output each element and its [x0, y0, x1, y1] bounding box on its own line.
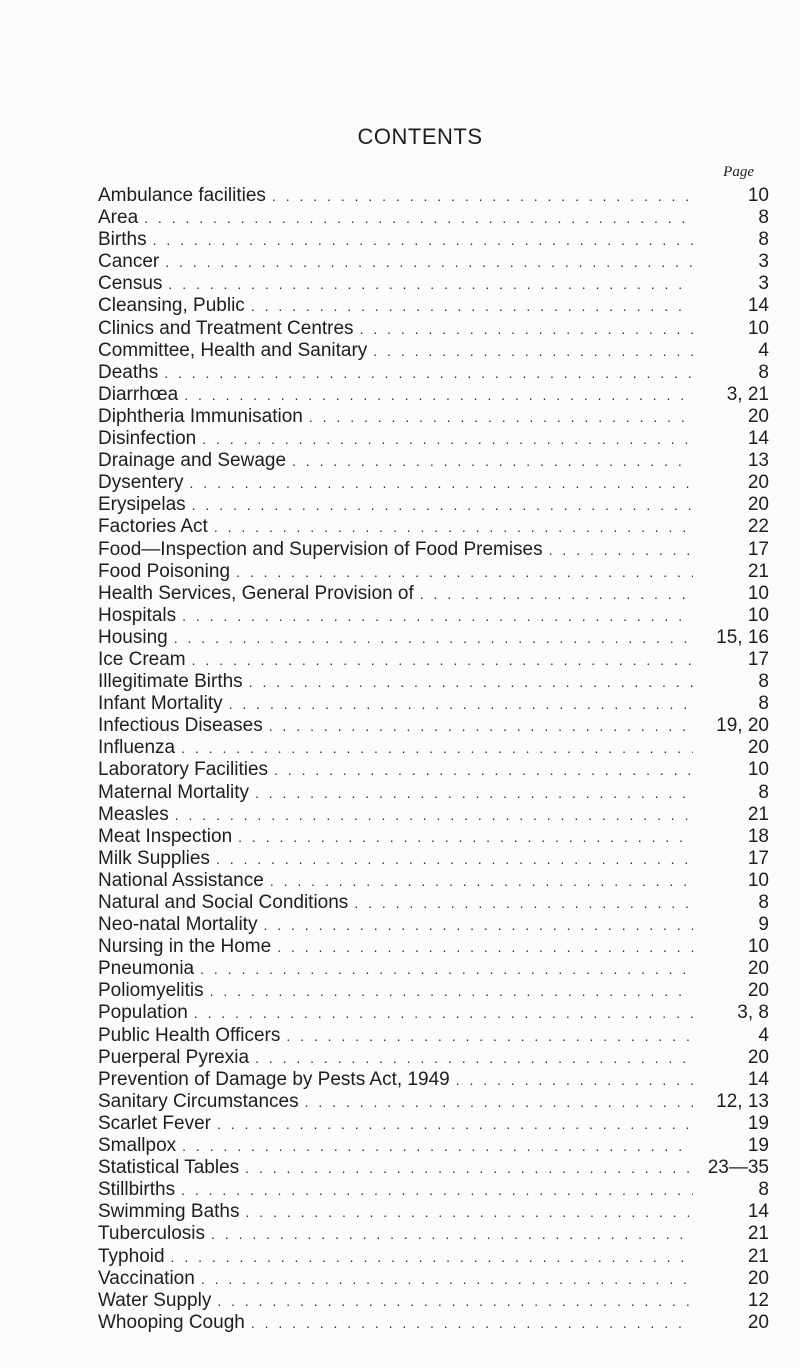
entry-page-number: 23—35 [707, 1157, 769, 1179]
entry-page-number: 21 [747, 1245, 769, 1267]
entry-page-number: 14 [747, 1201, 769, 1223]
entry-page-number: 8 [758, 781, 769, 803]
entry-label: Neo-natal Mortality [98, 914, 258, 936]
contents-entry [98, 185, 769, 207]
contents-entry [98, 1113, 769, 1135]
dot-leader [270, 870, 693, 892]
dot-leader [165, 251, 693, 273]
dot-leader [549, 539, 693, 561]
contents-entry [98, 1268, 769, 1290]
entry-page-number: 10 [747, 869, 769, 891]
entry-label: Illegitimate Births [98, 671, 243, 693]
entry-page-number: 15, 16 [716, 626, 769, 648]
contents-entry [98, 1223, 769, 1245]
contents-entry [98, 1091, 769, 1113]
dot-leader [194, 1002, 693, 1024]
entry-label: Pneumonia [98, 958, 195, 980]
entry-page-number: 17 [747, 538, 769, 560]
entry-page-number: 8 [758, 229, 769, 251]
contents-entry [98, 494, 769, 516]
dot-leader [245, 1157, 693, 1179]
entry-label: Laboratory Facilities [98, 759, 269, 781]
entry-page-number: 17 [747, 847, 769, 869]
entry-page-number: 3 [758, 273, 769, 295]
dot-leader [181, 1179, 693, 1201]
entry-label: Poliomyelitis [98, 980, 204, 1002]
dot-leader [216, 848, 693, 870]
entry-label: Influenza [98, 737, 176, 759]
contents-entry [98, 583, 769, 605]
dot-leader [277, 936, 693, 958]
contents-entry [98, 561, 769, 583]
entry-label: Public Health Officers [98, 1024, 281, 1046]
entry-label: Scarlet Fever [98, 1112, 211, 1134]
dot-leader [171, 1246, 693, 1268]
entry-label: Cleansing, Public [98, 295, 245, 317]
dot-leader [456, 1069, 693, 1091]
entry-label: Census [98, 273, 163, 295]
contents-entry [98, 362, 769, 384]
entry-label: Deaths [98, 361, 159, 383]
entry-label: Food Poisoning [98, 560, 231, 582]
contents-entry [98, 804, 769, 826]
entry-page-number: 20 [747, 1046, 769, 1068]
entry-label: Births [98, 229, 147, 251]
entry-page-number: 14 [747, 428, 769, 450]
contents-entry [98, 782, 769, 804]
contents-entry [98, 207, 769, 229]
dot-leader [236, 561, 693, 583]
dot-leader [164, 362, 693, 384]
dot-leader [251, 1312, 693, 1334]
contents-entry [98, 229, 769, 251]
dot-leader [249, 671, 693, 693]
entry-label: Measles [98, 803, 169, 825]
contents-entry [98, 1290, 769, 1312]
dot-leader [373, 340, 693, 362]
dot-leader [192, 494, 693, 516]
contents-entry [98, 958, 769, 980]
entry-label: Swimming Baths [98, 1201, 240, 1223]
dot-leader [182, 605, 693, 627]
contents-entry [98, 318, 769, 340]
dot-leader [181, 737, 693, 759]
dot-leader [190, 472, 693, 494]
contents-entry [98, 980, 769, 1002]
contents-entry [98, 936, 769, 958]
dot-leader [184, 384, 693, 406]
entry-page-number: 8 [758, 693, 769, 715]
contents-entry [98, 1135, 769, 1157]
entry-page-number: 10 [747, 185, 769, 206]
entry-label: Stillbirths [98, 1179, 176, 1201]
entry-page-number: 3, 21 [726, 383, 769, 405]
entry-label: Puerperal Pyrexia [98, 1046, 250, 1068]
contents-entry [98, 295, 769, 317]
dot-leader [192, 649, 693, 671]
contents-entry [98, 759, 769, 781]
contents-entry [98, 340, 769, 362]
dot-leader [229, 693, 693, 715]
dot-leader [217, 1290, 693, 1312]
entry-page-number: 10 [747, 604, 769, 626]
entry-page-number: 21 [747, 560, 769, 582]
dot-leader [168, 273, 693, 295]
dot-leader [272, 185, 693, 207]
entry-page-number: 14 [747, 295, 769, 317]
dot-leader [238, 826, 693, 848]
entry-page-number: 20 [747, 1311, 769, 1333]
dot-leader [200, 958, 693, 980]
entry-label: Factories Act [98, 516, 208, 538]
entry-page-number: 12 [747, 1289, 769, 1311]
entry-page-number: 18 [747, 825, 769, 847]
entry-label: National Assistance [98, 869, 264, 891]
entry-page-number: 20 [747, 737, 769, 759]
dot-leader [153, 229, 693, 251]
entry-label: Erysipelas [98, 494, 186, 516]
dot-leader [211, 1223, 693, 1245]
dot-leader [217, 1113, 693, 1135]
page-column-heading: Page [723, 164, 754, 180]
entry-label: Typhoid [98, 1245, 165, 1267]
entry-label: Natural and Social Conditions [98, 892, 349, 913]
entry-page-number: 9 [758, 914, 769, 936]
contents-entry [98, 384, 769, 406]
entry-page-number: 14 [747, 1068, 769, 1090]
contents-entry [98, 627, 769, 649]
entry-page-number: 13 [747, 450, 769, 472]
entry-page-number: 4 [758, 1024, 769, 1046]
contents-entry [98, 914, 769, 936]
entry-page-number: 10 [747, 317, 769, 339]
dot-leader [202, 428, 693, 450]
contents-entry [98, 450, 769, 472]
entry-page-number: 21 [747, 803, 769, 825]
entry-page-number: 3 [758, 251, 769, 273]
dot-leader [360, 318, 693, 340]
contents-entry [98, 826, 769, 848]
entry-label: Health Services, General Provision of [98, 582, 414, 604]
entry-page-number: 19 [747, 1112, 769, 1134]
contents-entry [98, 1157, 769, 1179]
entry-label: Population [98, 1002, 188, 1024]
entry-page-number: 4 [758, 339, 769, 361]
dot-leader [255, 1047, 693, 1069]
entry-label: Sanitary Circumstances [98, 1090, 299, 1112]
contents-entry [98, 1025, 769, 1047]
entry-page-number: 8 [758, 207, 769, 229]
entry-label: Infant Mortality [98, 693, 223, 715]
entry-label: Food—Inspection and Supervision of Food Premises [98, 538, 543, 560]
entry-label: Clinics and Treatment Centres [98, 317, 354, 339]
dot-leader [214, 516, 693, 538]
contents-entry [98, 649, 769, 671]
entry-label: Ice Cream [98, 648, 186, 670]
entry-label: Hospitals [98, 604, 177, 626]
contents-list [98, 185, 769, 1334]
contents-entry [98, 715, 769, 737]
contents-entry [98, 1201, 769, 1223]
contents-entry [98, 605, 769, 627]
dot-leader [174, 627, 693, 649]
dot-leader [210, 980, 693, 1002]
entry-page-number: 20 [747, 494, 769, 516]
dot-leader [420, 583, 693, 605]
entry-page-number: 21 [747, 1223, 769, 1245]
contents-entry [98, 406, 769, 428]
entry-label: Housing [98, 626, 168, 648]
contents-entry [98, 848, 769, 870]
contents-entry [98, 273, 769, 295]
entry-label: Infectious Diseases [98, 715, 263, 737]
entry-page-number: 8 [758, 361, 769, 383]
entry-label: Area [98, 207, 139, 229]
entry-label: Meat Inspection [98, 825, 233, 847]
contents-entry [98, 671, 769, 693]
dot-leader [354, 892, 693, 914]
entry-page-number: 10 [747, 936, 769, 958]
dot-leader [263, 914, 693, 936]
entry-page-number: 22 [747, 516, 769, 538]
entry-label: Water Supply [98, 1289, 212, 1311]
entry-page-number: 20 [747, 405, 769, 427]
contents-entry [98, 870, 769, 892]
entry-label: Nursing in the Home [98, 936, 272, 958]
contents-entry [98, 1312, 769, 1334]
entry-label: Committee, Health and Sanitary [98, 339, 368, 361]
entry-page-number: 8 [758, 1179, 769, 1201]
contents-entry [98, 428, 769, 450]
contents-entry [98, 693, 769, 715]
entry-page-number: 20 [747, 472, 769, 494]
entry-label: Milk Supplies [98, 847, 210, 869]
dot-leader [144, 207, 693, 229]
contents-entry [98, 1069, 769, 1091]
entry-label: Disinfection [98, 428, 197, 450]
dot-leader [246, 1201, 694, 1223]
dot-leader [309, 406, 693, 428]
dot-leader [292, 450, 693, 472]
contents-entry [98, 1047, 769, 1069]
entry-label: Cancer [98, 251, 160, 273]
contents-entry [98, 892, 769, 914]
dot-leader [182, 1135, 693, 1157]
entry-label: Vaccination [98, 1267, 195, 1289]
dot-leader [305, 1091, 693, 1113]
entry-page-number: 17 [747, 648, 769, 670]
entry-page-number: 3, 8 [737, 1002, 769, 1024]
entry-page-number: 8 [758, 671, 769, 693]
contents-entry [98, 1246, 769, 1268]
entry-label: Smallpox [98, 1135, 177, 1157]
entry-page-number: 20 [747, 980, 769, 1002]
entry-page-number: 19 [747, 1135, 769, 1157]
entry-page-number: 10 [747, 759, 769, 781]
entry-label: Dysentery [98, 472, 184, 494]
contents-entry [98, 251, 769, 273]
entry-label: Maternal Mortality [98, 781, 249, 803]
entry-label: Diphtheria Immunisation [98, 405, 303, 427]
dot-leader [255, 782, 693, 804]
entry-label: Prevention of Damage by Pests Act, 1949 [98, 1068, 450, 1090]
contents-entry [98, 516, 769, 538]
dot-leader [274, 759, 693, 781]
dot-leader [175, 804, 693, 826]
entry-label: Tuberculosis [98, 1223, 206, 1245]
entry-label: Whooping Cough [98, 1311, 245, 1333]
entry-page-number: 20 [747, 1267, 769, 1289]
dot-leader [269, 715, 693, 737]
entry-page-number: 8 [758, 892, 769, 913]
contents-entry [98, 737, 769, 759]
dot-leader [201, 1268, 693, 1290]
entry-label: Ambulance facilities [98, 185, 266, 206]
entry-label: Statistical Tables [98, 1157, 240, 1179]
contents-entry [98, 539, 769, 561]
contents-entry [98, 472, 769, 494]
entry-label: Diarrhœa [98, 383, 179, 405]
contents-entry [98, 1002, 769, 1024]
entry-page-number: 20 [747, 958, 769, 980]
entry-page-number: 12, 13 [716, 1090, 769, 1112]
dot-leader [286, 1025, 693, 1047]
dot-leader [251, 295, 693, 317]
entry-label: Drainage and Sewage [98, 450, 287, 472]
entry-page-number: 19, 20 [716, 715, 769, 737]
entry-page-number: 10 [747, 582, 769, 604]
contents-entry [98, 1179, 769, 1201]
page-title: CONTENTS [357, 124, 483, 149]
